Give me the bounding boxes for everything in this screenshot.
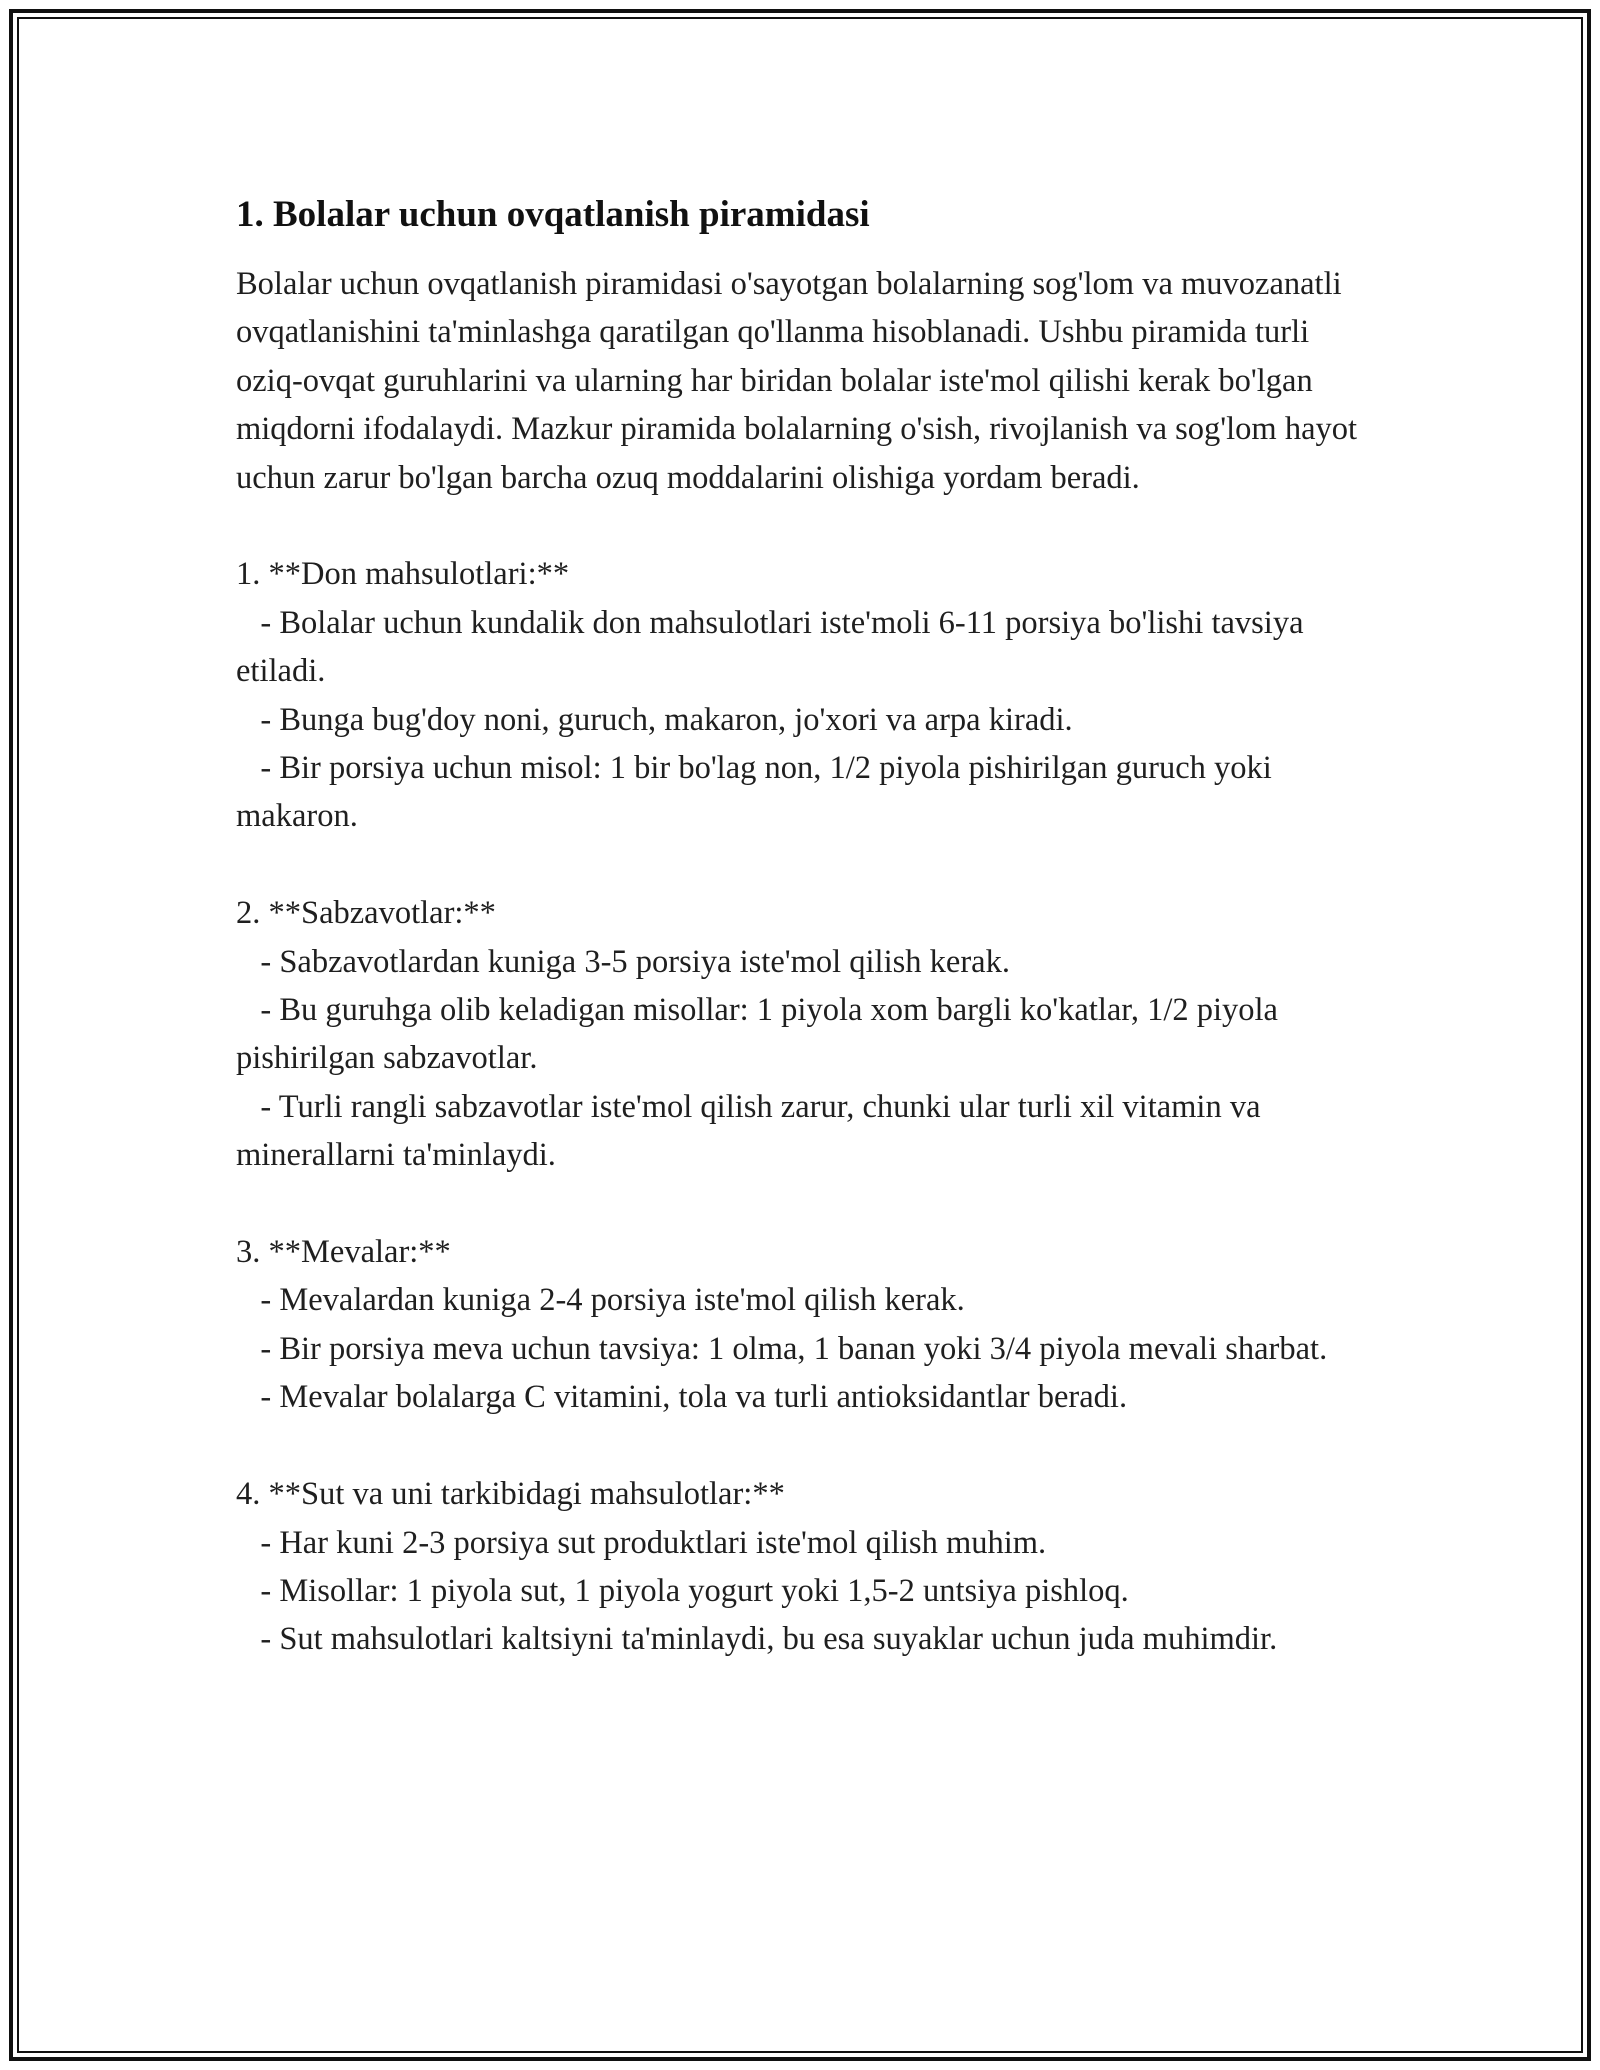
document-title: 1. Bolalar uchun ovqatlanish piramidasi <box>236 194 870 235</box>
section-vegetables <box>236 889 1366 1179</box>
section-item: - Mevalardan kuniga 2-4 porsiya iste'mol qilish kerak. <box>236 1282 965 1319</box>
section-item: - Sut mahsulotlari kaltsiyni ta'minlaydi, bu esa suyaklar uchun juda muhimdir. <box>236 1621 1278 1658</box>
section-grains <box>236 550 1366 840</box>
section-heading: 4. **Sut va uni tarkibidagi mahsulotlar:** <box>236 1476 785 1513</box>
section-item: - Har kuni 2-3 porsiya sut produktlari iste'mol qilish muhim. <box>236 1524 1047 1561</box>
section-dairy <box>236 1470 1366 1664</box>
intro-paragraph: Bolalar uchun ovqatlanish piramidasi o'sayotgan bolalarning sog'lom va muvozanatli ovqatlanishini ta'minlashga qaratilgan qo'llanma hisoblanadi. Ushbu piramida turli oziq-ovqat guruhlarini va ularning har biridan bolalar iste'mol qilishi kerak bo'lgan miqdorni ifodalaydi. Mazkur piramida bolalarning o'sish, rivojlanish va sog'lom hayot uchun zarur bo'lgan barcha ozuq moddalarini olishiga yordam beradi. <box>236 266 1358 496</box>
section-item: - Sabzavotlardan kuniga 3-5 porsiya iste'mol qilish kerak. <box>236 943 1010 980</box>
section-item: - Bunga bug'doy noni, guruch, makaron, jo'xori va arpa kiradi. <box>236 701 1073 738</box>
section-item: - Bolalar uchun kundalik don mahsulotlari iste'moli 6-11 porsiya bo'lishi tavsiya etiladi. <box>236 604 1312 690</box>
section-fruits <box>236 1228 1366 1422</box>
section-item: - Misollar: 1 piyola sut, 1 piyola yogurt yoki 1,5-2 untsiya pishloq. <box>236 1572 1129 1609</box>
section-heading: 2. **Sabzavotlar:** <box>236 895 496 932</box>
section-item: - Bu guruhga olib keladigan misollar: 1 piyola xom bargli ko'katlar, 1/2 piyola pishirilgan sabzavotlar. <box>236 992 1287 1077</box>
section-item: - Bir porsiya uchun misol: 1 bir bo'lag non, 1/2 piyola pishirilgan guruch yoki makaron. <box>236 750 1280 835</box>
section-heading: 1. **Don mahsulotlari:** <box>236 556 570 593</box>
section-item: - Mevalar bolalarga C vitamini, tola va turli antioksidantlar beradi. <box>236 1379 1128 1416</box>
document-body <box>236 188 1366 1664</box>
section-heading: 3. **Mevalar:** <box>236 1234 451 1271</box>
section-item: - Turli rangli sabzavotlar iste'mol qilish zarur, chunki ular turli xil vitamin va minerallarni ta'minlaydi. <box>236 1088 1269 1174</box>
section-item: - Bir porsiya meva uchun tavsiya: 1 olma, 1 banan yoki 3/4 piyola mevali sharbat. <box>236 1330 1328 1367</box>
